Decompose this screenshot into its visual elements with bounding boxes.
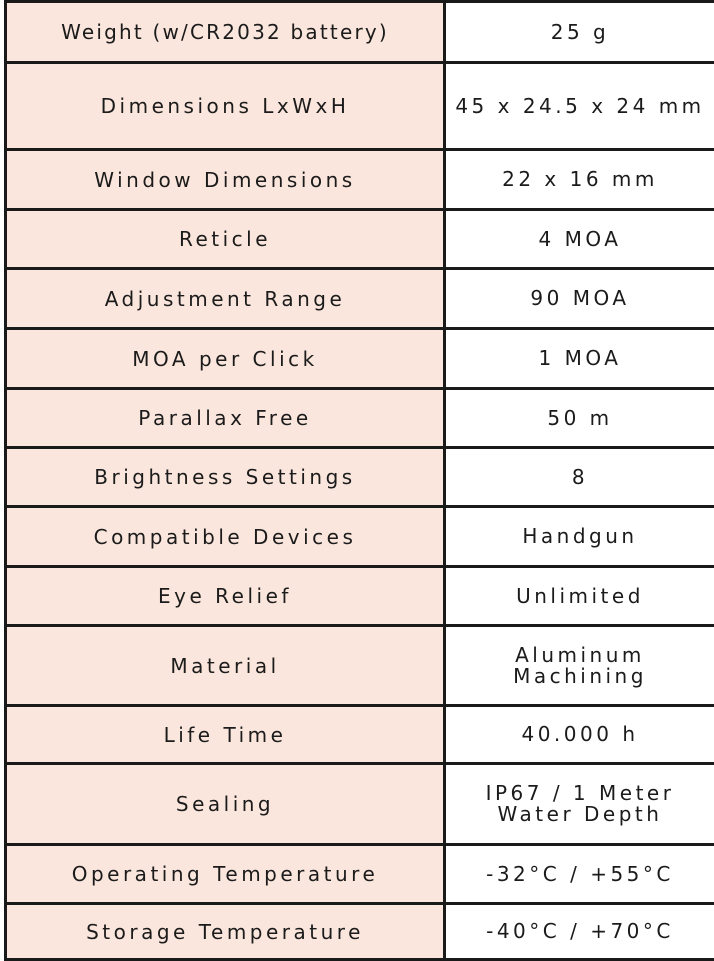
spec-value: Unlimited xyxy=(445,567,714,626)
spec-value: -32°C / +55°C xyxy=(445,845,714,904)
spec-value: 90 MOA xyxy=(445,269,714,329)
table-row xyxy=(6,904,714,960)
table-row xyxy=(6,448,714,507)
table-row xyxy=(6,507,714,567)
spec-label: Sealing xyxy=(6,764,445,845)
table-row xyxy=(6,150,714,210)
spec-value: 8 xyxy=(445,448,714,507)
spec-label: Weight (w/CR2032 battery) xyxy=(6,2,445,63)
table-row xyxy=(6,845,714,904)
spec-label: Window Dimensions xyxy=(6,150,445,210)
spec-value: Handgun xyxy=(445,507,714,567)
spec-label: Eye Relief xyxy=(6,567,445,626)
spec-label: Adjustment Range xyxy=(6,269,445,329)
specifications-table xyxy=(4,0,714,961)
spec-value: Aluminum Machining xyxy=(445,626,714,706)
spec-label: Parallax Free xyxy=(6,389,445,448)
spec-value: IP67 / 1 Meter Water Depth xyxy=(445,764,714,845)
spec-value: 4 MOA xyxy=(445,210,714,269)
spec-label: Compatible Devices xyxy=(6,507,445,567)
table-row xyxy=(6,389,714,448)
table-row xyxy=(6,269,714,329)
table-row xyxy=(6,764,714,845)
spec-value: 22 x 16 mm xyxy=(445,150,714,210)
table-row xyxy=(6,567,714,626)
spec-label: Dimensions LxWxH xyxy=(6,63,445,150)
spec-value: -40°C / +70°C xyxy=(445,904,714,960)
table-row xyxy=(6,2,714,63)
table-row xyxy=(6,63,714,150)
spec-label: Brightness Settings xyxy=(6,448,445,507)
spec-label: Storage Temperature xyxy=(6,904,445,960)
table-row xyxy=(6,626,714,706)
table-row xyxy=(6,706,714,764)
spec-value: 50 m xyxy=(445,389,714,448)
spec-label: Operating Temperature xyxy=(6,845,445,904)
spec-value: 1 MOA xyxy=(445,329,714,389)
table-row xyxy=(6,210,714,269)
spec-label: Material xyxy=(6,626,445,706)
spec-label: MOA per Click xyxy=(6,329,445,389)
spec-value: 40.000 h xyxy=(445,706,714,764)
spec-label: Life Time xyxy=(6,706,445,764)
spec-value: 25 g xyxy=(445,2,714,63)
spec-label: Reticle xyxy=(6,210,445,269)
spec-value: 45 x 24.5 x 24 mm xyxy=(445,63,714,150)
table-row xyxy=(6,329,714,389)
